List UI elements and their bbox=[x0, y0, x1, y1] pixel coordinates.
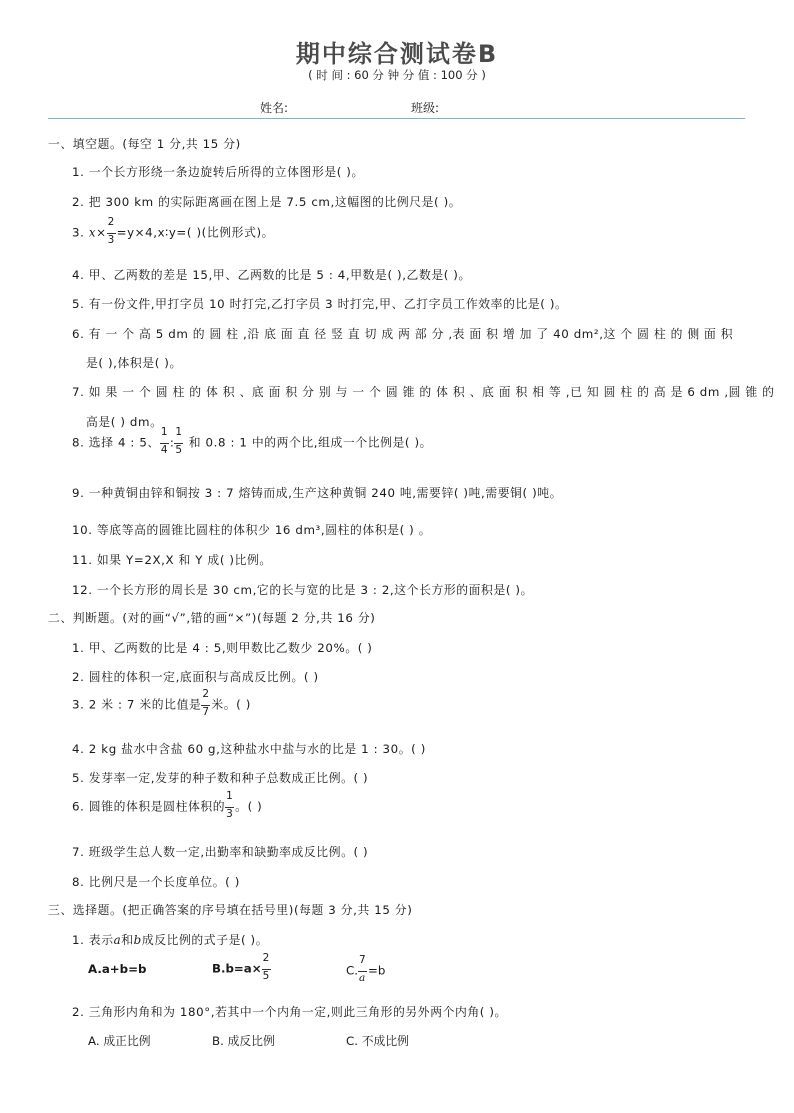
s3q1-prefix: 1. 表示 bbox=[72, 933, 114, 947]
s1-question-7a: 7. 如 果 一 个 圆 柱 的 体 积 、底 面 积 分 别 与 一 个 圆 锥 的 体 积 、底 面 积 相 等 ,已 知 圆 柱 的 高 是 6 dm ,圆 锥 的 bbox=[72, 385, 775, 399]
s2-question-7: 7. 班级学生总人数一定,出勤率和缺勤率成反比例。( ) bbox=[72, 845, 369, 859]
q3-frac-num: 2 bbox=[107, 216, 115, 228]
q8-f1-den: 4 bbox=[160, 444, 169, 456]
s3q1-var-b: b bbox=[133, 933, 142, 947]
s3q1-option-c bbox=[346, 956, 385, 986]
s1-question-11: 11. 如果 Y=2X,X 和 Y 成( )比例。 bbox=[72, 553, 272, 567]
s3q1-mid: 和 bbox=[121, 933, 134, 947]
q8-rest: 和 0.8 : 1 中的两个比,组成一个比例是( )。 bbox=[188, 435, 433, 450]
s3q1-optC-num: 7 bbox=[359, 954, 366, 966]
section3-heading: 三、选择题。(把正确答案的序号填在括号里)(每题 3 分,共 15 分) bbox=[48, 903, 413, 917]
s3q2-option-b: B. 成反比例 bbox=[212, 1034, 275, 1048]
s2q3-frac-num: 2 bbox=[202, 688, 210, 700]
q8-f2-den: 5 bbox=[175, 444, 183, 456]
s2-question-8: 8. 比例尺是一个长度单位。( ) bbox=[72, 875, 240, 889]
s2q6-frac-num: 1 bbox=[226, 790, 234, 802]
q3-rest: =y×4,x∶y=( )(比例形式)。 bbox=[116, 225, 275, 240]
s1-question-9: 9. 一种黄铜由锌和铜按 3 : 7 熔铸而成,生产这种黄铜 240 吨,需要锌( )吨,需要铜( )吨。 bbox=[72, 486, 563, 500]
s2-question-1: 1. 甲、乙两数的比是 4 : 5,则甲数比乙数少 20%。( ) bbox=[72, 641, 373, 655]
s3q1-option-b bbox=[212, 954, 272, 984]
s2q3-fraction bbox=[201, 690, 211, 720]
page-subtitle: ( 时 间 : 60 分 钟 分 值 : 100 分 ) bbox=[308, 68, 486, 82]
s3-question-1 bbox=[72, 931, 268, 948]
s3q2-option-a: A. 成正比例 bbox=[88, 1034, 151, 1048]
s3q1-optC-prefix: C. bbox=[346, 963, 358, 978]
s2q3-frac-den: 7 bbox=[202, 706, 210, 718]
s2-question-6 bbox=[72, 792, 262, 822]
q3-var-x: x bbox=[88, 225, 97, 240]
q8-fraction-1 bbox=[160, 428, 170, 458]
s1-question-10: 10. 等底等高的圆锥比圆柱的体积少 16 dm³,圆柱的体积是( ) 。 bbox=[72, 523, 432, 537]
q3-prefix: 3. bbox=[72, 225, 85, 240]
s1-question-4: 4. 甲、乙两数的差是 15,甲、乙两数的比是 5 : 4,甲数是( ),乙数是( )。 bbox=[72, 268, 471, 282]
s3q1-optC-rest: =b bbox=[368, 963, 386, 978]
q3-fraction bbox=[107, 218, 117, 248]
q8-prefix: 8. 选择 4 : 5、 bbox=[72, 435, 160, 450]
section2-heading: 二、判断题。(对的画“√”,错的画“×”)(每题 2 分,共 16 分) bbox=[48, 611, 376, 625]
s1-question-12: 12. 一个长方形的周长是 30 cm,它的长与宽的比是 3 : 2,这个长方形的面积是( )。 bbox=[72, 583, 534, 597]
s3q1-optC-fraction bbox=[358, 956, 368, 986]
s1-question-1: 1. 一个长方形绕一条边旋转后所得的立体图形是( )。 bbox=[72, 165, 364, 179]
s3q1-optB-fraction bbox=[262, 954, 272, 984]
s1-question-8 bbox=[72, 428, 432, 458]
s1-question-3 bbox=[72, 218, 274, 248]
s3q1-optB-den: 5 bbox=[262, 970, 270, 982]
s3q1-option-a: A.a+b=b bbox=[88, 962, 147, 976]
s2-question-3 bbox=[72, 690, 251, 720]
s1-question-5: 5. 有一份文件,甲打字员 10 时打完,乙打字员 3 时打完,甲、乙打字员工作效率的比是( )。 bbox=[72, 297, 568, 311]
s2-question-4: 4. 2 kg 盐水中含盐 60 g,这种盐水中盐与水的比是 1 : 30。( ) bbox=[72, 742, 426, 756]
s1-question-7b: 高是( ) dm。 bbox=[86, 415, 163, 429]
s3-question-2: 2. 三角形内角和为 180°,若其中一个内角一定,则此三角形的另外两个内角( )。 bbox=[72, 1005, 507, 1019]
s2q6-rest: 。( ) bbox=[235, 799, 263, 814]
q3-times: × bbox=[96, 225, 107, 240]
s1-question-6a: 6. 有 一 个 高 5 dm 的 圆 柱 ,沿 底 面 直 径 竖 直 切 成 两 部 分 ,表 面 积 增 加 了 40 dm²,这 个 圆 柱 的 侧 面 积 bbox=[72, 327, 734, 341]
s3q1-optB-num: 2 bbox=[262, 952, 270, 964]
section1-heading: 一、填空题。(每空 1 分,共 15 分) bbox=[48, 137, 241, 151]
class-label: 班级: bbox=[411, 101, 440, 115]
s2q3-rest: 米。( ) bbox=[211, 697, 251, 712]
q8-colon: : bbox=[169, 435, 175, 450]
q8-f2-num: 1 bbox=[175, 426, 183, 438]
q3-frac-den: 3 bbox=[107, 234, 115, 246]
s3q2-option-c: C. 不成比例 bbox=[346, 1034, 409, 1048]
s2q6-frac-den: 3 bbox=[226, 808, 234, 820]
s2q6-fraction bbox=[225, 792, 235, 822]
page-title: 期中综合测试卷B bbox=[295, 40, 499, 68]
q8-f1-num: 1 bbox=[160, 426, 169, 438]
s2q3-prefix: 3. 2 米 : 7 米的比值是 bbox=[72, 697, 202, 712]
s1-question-2: 2. 把 300 km 的实际距离画在图上是 7.5 cm,这幅图的比例尺是( )。 bbox=[72, 195, 462, 209]
s2-question-2: 2. 圆柱的体积一定,底面积与高成反比例。( ) bbox=[72, 670, 319, 684]
s3q1-var-a: a bbox=[113, 933, 122, 947]
header-divider bbox=[48, 118, 745, 119]
name-label: 姓名: bbox=[260, 101, 289, 115]
q8-fraction-2 bbox=[174, 428, 184, 458]
s3q1-rest: 成反比例的式子是( )。 bbox=[141, 933, 269, 947]
s3q1-optC-den: a bbox=[359, 972, 366, 984]
s2-question-5: 5. 发芽率一定,发芽的种子数和种子总数成正比例。( ) bbox=[72, 771, 369, 785]
s1-question-6b: 是( ),体积是( )。 bbox=[86, 356, 182, 370]
s3q1-optB-prefix: B.b=a× bbox=[212, 961, 262, 976]
s2q6-prefix: 6. 圆锥的体积是圆柱体积的 bbox=[72, 799, 226, 814]
